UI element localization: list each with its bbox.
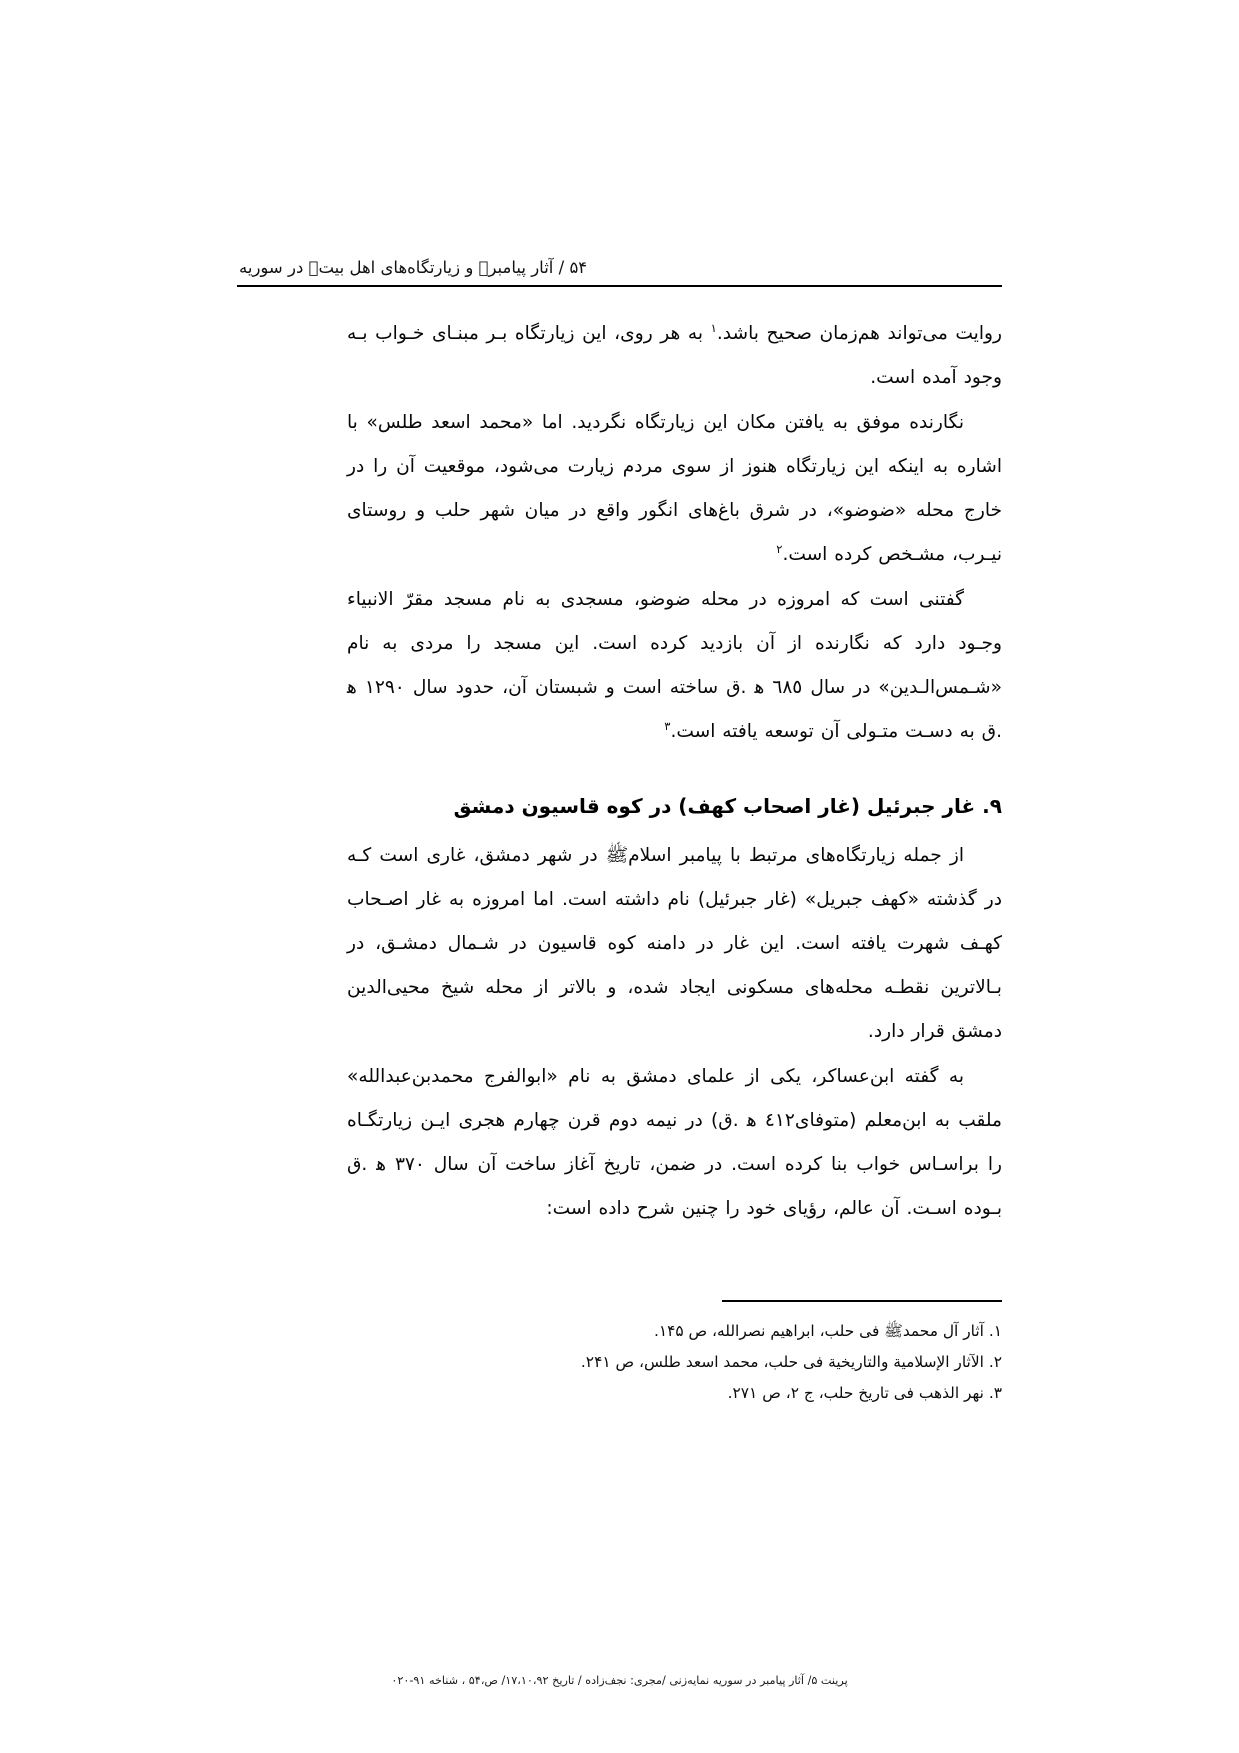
footnote-number: ۱. [988,1322,1002,1340]
footnote-text: آثار آل محمدﷺ فی حلب، ابراهیم نصرالله، ص ۱۴۵. [653,1322,984,1340]
paragraph-3-text: گفتنی است که امروزه در محله ضوضو، مسجدی به نام مسجد مقرّ الانبیاء وجـود دارد که نگارنده از آن بازدید کرده است. این مسجد را مردی به نام «شـمس‌الـدین» در سال ٦٨٥ ه‍ .ق ساخته است و شبستان آن، حدود سال ۱۲۹۰ ه‍ .ق به دسـت متـولی آن توسعه یافته است. [347,589,1002,742]
paragraph-3 [347,578,1002,754]
footnote-text: نهر الذهب فی تاریخ حلب، ج ۲، ص ۲۷۱. [727,1384,984,1402]
paragraph-1-text-after: به هر روی، این زیارتگاه بـر مبنـای خـواب بـه وجود آمده است. [347,323,1002,388]
paragraph-1-text: روایت می‌تواند هم‌زمان صحیح باشد. [716,323,1002,344]
running-header [237,258,1002,302]
running-header-text: ۵۴ / آثار پیامبرﷺ و زیارتگاه‌های اهل بیتؑ در سوریه [239,258,588,277]
paragraph-5: به گفته ابن‌عساکر، یکی از علمای دمشق به نام «ابوالفرج محمدبن‌عبدالله» ملقب به ابن‌معلم (متوفای٤١۲ ه‍ .ق) در نیمه دوم قرن چهارم هجری ایـن زیارتگـاه را براسـاس خواب بنا کرده است. در ضمن، تاریخ آغاز ساخت آن سال ۳۷۰ ه‍ .ق بـوده اسـت. آن عالم، رؤیای خود را چنین شرح داده است: [347,1066,1002,1219]
header-divider-rule [237,285,1002,287]
footnotes-block [347,1300,1002,1409]
footnote-item [347,1316,1002,1347]
section-heading: ۹. غار جبرئیل (غار اصحاب کهف) در کوه قاسیون دمشق [453,794,1002,818]
footnote-marker-1: ۱ [710,320,717,335]
footnote-text: الآثار الإسلامیة والتاریخیة فی حلب، محمد اسعد طلس، ص ۲۴۱. [580,1353,984,1371]
footnote-number: ۲. [988,1353,1002,1371]
paragraph-2-text: نگارنده موفق به یافتن مکان این زیارتگاه نگردید. اما «محمد اسعد طلس» با اشاره به اینکه این زیارتگاه هنوز از سوی مردم زیارت می‌شود، موقعیت آن را در خارج محله «ضوضو»، در شرق باغ‌های انگور واقع در میان شهر حلب و روستای نیـرب، مشـخص کرده است. [347,412,1002,565]
main-text-column [347,312,1002,1232]
footnote-item [347,1347,1002,1378]
footnote-separator-rule [722,1300,1002,1302]
footnote-number: ۳. [988,1384,1002,1402]
paragraph-2 [347,401,1002,577]
footnote-marker-3: ۳ [664,718,671,733]
paragraph-1 [347,312,1002,400]
footnote-item [347,1378,1002,1409]
footnote-marker-2: ۲ [776,541,783,556]
paragraph-4: از جمله زیارتگاه‌های مرتبط با پیامبر اسلامﷺ در شهر دمشق، غاری است کـه در گذشته «کهف جبریل» (غار جبرئیل) نام داشته است. اما امروزه به غار اصـحاب کهـف شهرت یافته است. این غار در دامنه کوه قاسیون در شـمال دمشـق، در بـالاترین نقطـه محله‌های مسکونی ایجاد شده، و بالاتر از محله شیخ محیی‌الدین دمشق قرار دارد. [347,845,1002,1042]
bottom-provenance-strip: پرینت ۵/ آثار پیامبر در سوریه نمایه‌زنی /مجری: نجف‌زاده / تاریخ ۱۷،۱۰،۹۲/ ص،۵۴ ، شناخه ۹۱-۰۲۰ [391,1674,848,1687]
